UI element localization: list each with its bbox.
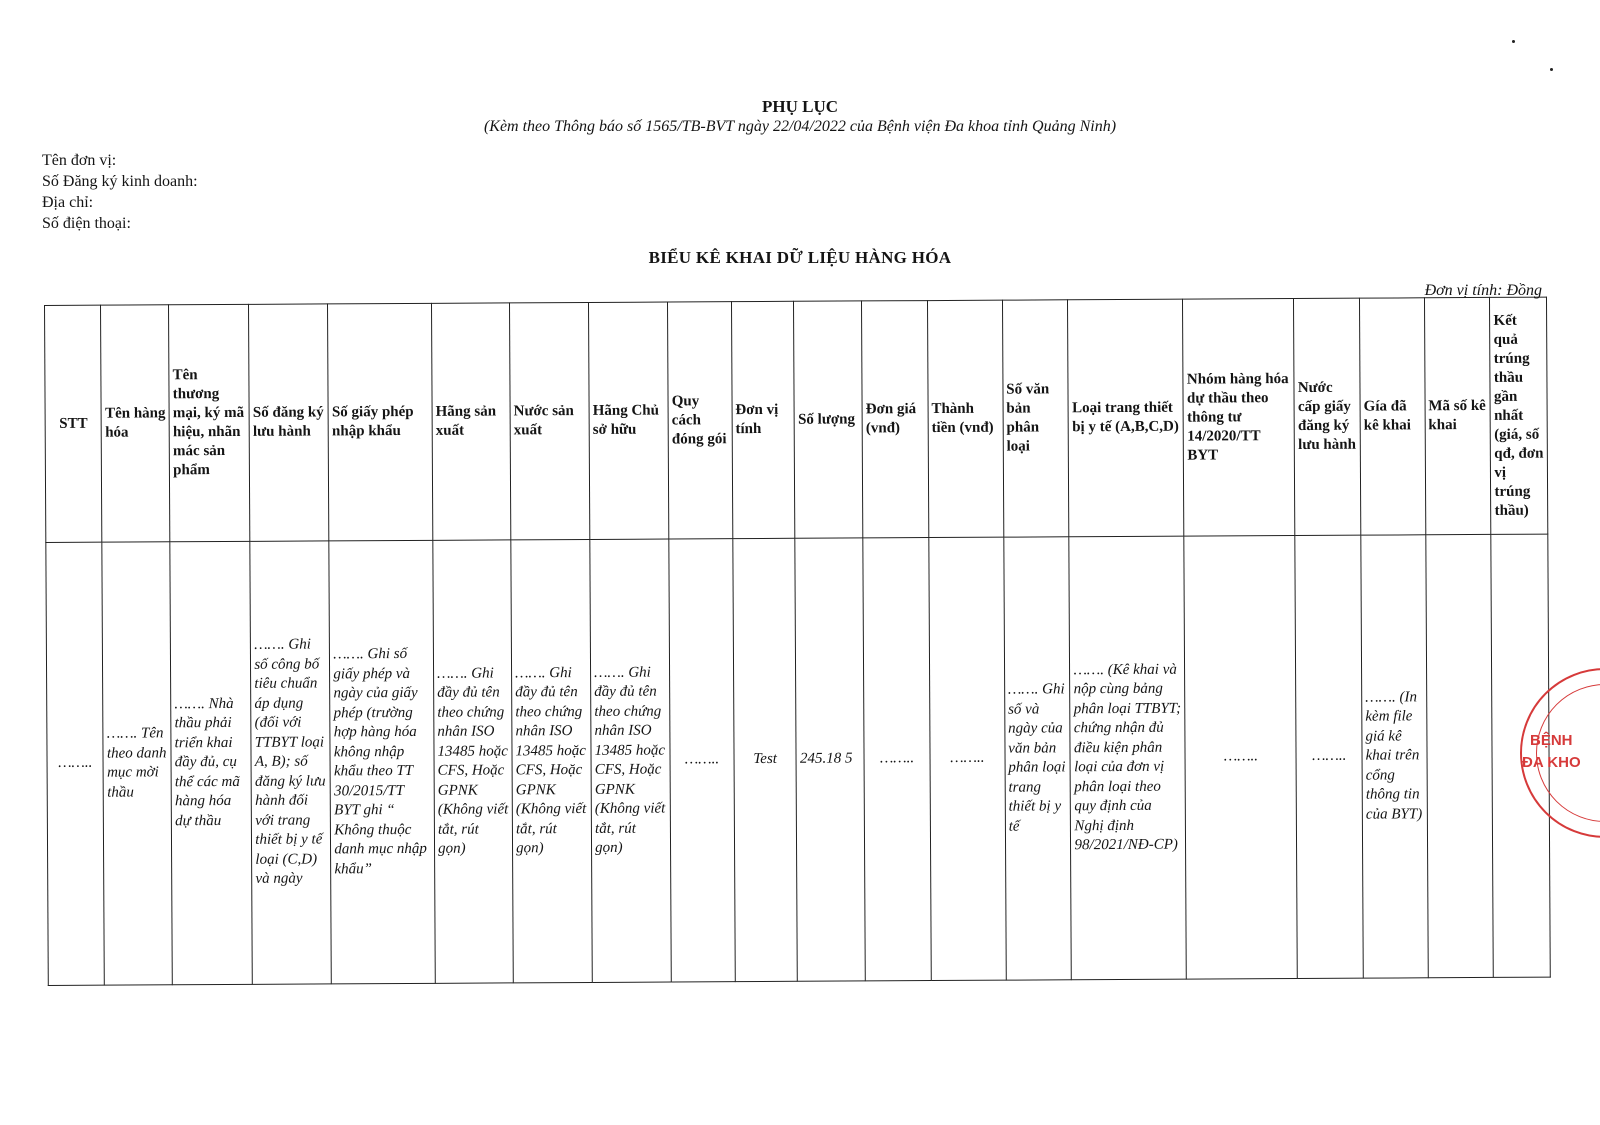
col-header: Kết quả trúng thầu gần nhất (giá, số qđ, đơn vị trúng thầu) [1490,297,1548,534]
col-header: Nhóm hàng hóa dự thầu theo thông tư 14/2020/TT BYT [1183,299,1295,537]
table-cell: ……. (In kèm file giá kê khai trên cổng thông tin của BYT) [1361,535,1428,978]
table-cell: ……. Nhà thầu phải triển khai đầy đủ, cụ thể các mã hàng hóa dự thầu [170,541,253,984]
business-reg-label: Số Đăng ký kinh doanh: [42,173,198,190]
col-header: Đơn vị tính [731,301,795,538]
table-cell: ……. (Kê khai và nộp cùng bảng phân loại TTBYT; chứng nhận đủ điều kiện phân loại của đơn vị phân loại theo quy định của Nghị định 98/2021/NĐ-CP) [1069,536,1186,980]
form-title: BIỂU KÊ KHAI DỮ LIỆU HÀNG HÓA [648,248,952,267]
stamp-text: ĐA KHO [1522,754,1581,771]
col-header: Tên hàng hóa [101,305,170,542]
table-cell: ……. Ghi đầy đủ tên theo chứng nhân ISO 13485 hoặc CFS, Hoặc GPNK (Không viết tắt, rút gọn) [511,539,593,982]
col-header: Hãng Chủ sở hữu [589,302,669,539]
scan-speck [1550,68,1553,71]
table-cell: 245.18 5 [795,538,865,981]
col-header: Thành tiền (vnđ) [927,300,1003,537]
table-cell: ……. Ghi đầy đủ tên theo chứng nhân ISO 13485 hoặc CFS, Hoặc GPNK (Không viết tắt, rút gọn) [590,539,672,982]
table-cell: …….. [1295,535,1363,978]
col-header: Đơn giá (vnđ) [862,301,929,538]
header-row [45,297,1548,542]
col-header: Loại trang thiết bị y tế (A,B,C,D) [1068,299,1184,537]
table-cell: …….. [863,538,931,981]
document-title: PHỤ LỤC [761,97,839,116]
table-row [46,534,1550,985]
table-cell: ……. Ghi số và ngày của văn bản phân loại trang thiết bị y tế [1004,537,1072,980]
stamp-inner-ring [1536,684,1600,822]
col-header: Số lượng [794,301,863,538]
table-cell: ……. Ghi số công bố tiêu chuẩn áp dụng (đối với TTBYT loại A, B); số đăng ký lưu hành đối với trang thiết bị y tế loại (C,D) và ngày [250,541,332,984]
table-cell: ……. Ghi số giấy phép và ngày của giấy phép (trường hợp hàng hóa không nhập khẩu theo TT 30/2015/TT BYT ghi “ Không thuộc danh mục nhập khẩu” [329,540,435,984]
col-header: Tên thương mại, ký mã hiệu, nhãn mác sản phẩm [169,304,250,541]
table-cell: ……. Ghi đầy đủ tên theo chứng nhân ISO 13485 hoặc CFS, Hoặc GPNK (Không viết tắt, rút gọn) [433,540,513,983]
document-subtitle: (Kèm theo Thông báo số 1565/TB-BVT ngày 22/04/2022 của Bệnh viện Đa khoa tỉnh Quảng Ninh) [483,118,1117,135]
table-cell: …….. [1184,536,1297,980]
table-cell: …….. [46,542,105,985]
stamp-text: BỆNH [1530,732,1573,749]
col-header: Gía đã kê khai [1360,298,1426,535]
col-header: Mã số kê khai [1424,297,1491,534]
col-header: Số giấy phép nhập khẩu [328,303,433,541]
col-header: Số đăng ký lưu hành [249,304,329,541]
col-header: Nước sản xuất [510,302,590,539]
address-label: Địa chỉ: [42,194,94,211]
applicant-info [42,150,198,234]
table-cell: ……. Tên theo danh mục mời thầu [102,542,172,985]
col-header: STT [45,305,103,542]
table-cell: Test [733,538,798,981]
unit-name-label: Tên đơn vị: [42,152,117,169]
currency-unit: Đơn vị tính: Đồng [1424,282,1542,299]
table-cell [1426,534,1494,977]
table-cell: …….. [929,537,1006,980]
goods-declaration-table [44,297,1551,986]
table-cell: …….. [669,539,735,982]
scan-speck [1512,40,1515,43]
col-header: Số văn bản phân loại [1002,300,1069,537]
col-header: Quy cách đóng gói [668,302,733,539]
phone-label: Số điện thoại: [42,215,131,232]
col-header: Hãng sản xuất [432,303,511,540]
col-header: Nước cấp giấy đăng ký lưu hành [1294,298,1361,535]
